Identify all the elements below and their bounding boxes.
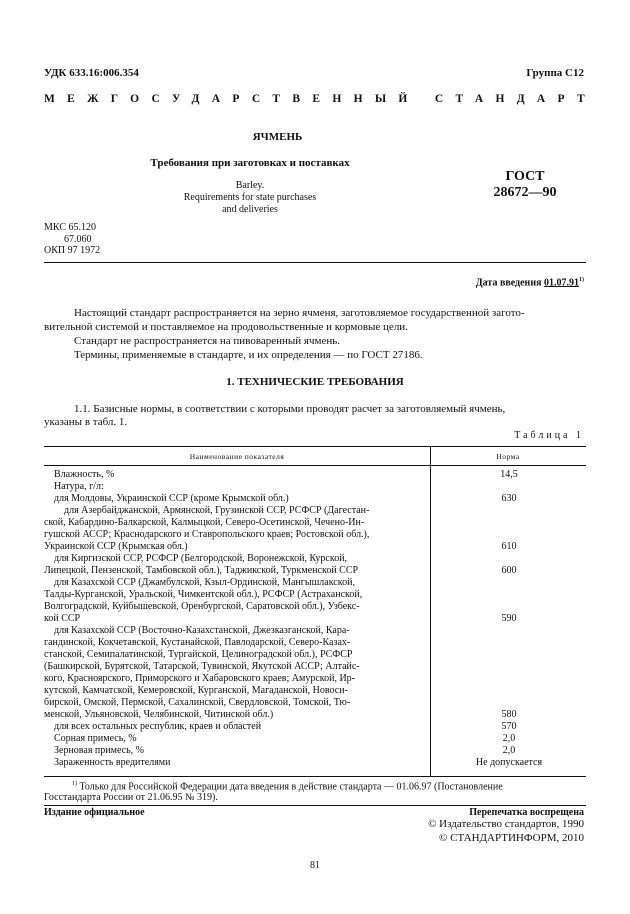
table-row <box>44 469 584 481</box>
table-row <box>44 553 584 565</box>
table-row <box>44 577 584 589</box>
table-header-border <box>44 465 586 466</box>
english-title-line-1: Barley. <box>235 180 265 191</box>
table-top-border <box>44 446 586 447</box>
header-divider <box>44 262 586 263</box>
intro-paragraph-1-line-2: вительной системой и поставляемое на продовольственные и кормовые цели. <box>44 321 408 333</box>
table-row <box>44 697 584 709</box>
table-cell-name: Волгоградской, Куйбышевской, Оренбургской, Саратовской обл.), Узбекс- <box>44 601 360 612</box>
standard-banner: МЕЖГОСУДАРСТВЕННЫЙ СТАНДАРТ <box>44 93 597 105</box>
table-cell-value: 2,0 <box>502 733 516 744</box>
table-row <box>44 481 584 493</box>
table-row <box>44 685 584 697</box>
table-cell-name: Липецкой, Пензенской, Тамбовской обл.), Таджикской, Туркменской ССР <box>44 565 359 576</box>
section-heading: 1. ТЕХНИЧЕСКИЕ ТРЕБОВАНИЯ <box>226 376 404 388</box>
table-cell-name: для Казахской ССР (Джамбулской, Кзыл-Ординской, Мангышлакской, <box>44 577 355 588</box>
table-cell-name: Влажность, % <box>44 469 115 480</box>
table-row <box>44 541 584 553</box>
group-code: Группа С12 <box>526 67 584 79</box>
english-title-line-3: and deliveries <box>222 204 278 215</box>
table-cell-name: Сорная примесь, % <box>44 733 137 744</box>
table-cell-name: Талды-Курганской, Уральской, Чимкентской обл.), РСФСР (Астраханской, <box>44 589 363 600</box>
edition-label: Издание официальное <box>44 807 145 818</box>
table-cell-name: Украинской ССР (Крымская обл.) <box>44 541 188 552</box>
clause-1-1-line-1: 1.1. Базисные нормы, в соответствии с которыми проводят расчет за заготовляемый ячмень, <box>74 403 506 415</box>
table-cell-name: бирской, Омской, Пермской, Сахалинской, Свердловской, Томской, Тю- <box>44 697 351 708</box>
intro-date-label: Дата введения <box>475 277 542 289</box>
table-row <box>44 649 584 661</box>
table-cell-value: 14,5 <box>500 469 518 480</box>
table-bottom-border <box>44 776 586 777</box>
table-cell-name: (Башкирской, Бурятской, Татарской, Тувинской, Якутской АССР; Алтайс- <box>44 661 360 672</box>
table-row <box>44 757 584 769</box>
table-cell-value: 590 <box>501 613 517 624</box>
intro-paragraph-3: Термины, применяемые в стандарте, и их определения — по ГОСТ 27186. <box>74 349 423 361</box>
table-row <box>44 745 584 757</box>
table-cell-name: для всех остальных республик, краев и областей <box>44 721 262 732</box>
table-row <box>44 673 584 685</box>
table-cell-name: кутской, Камчатской, Кемеровской, Курганской, Магаданской, Новоси- <box>44 685 348 696</box>
table-row <box>44 613 584 625</box>
table-cell-name: станской, Семипалатинской, Тургайской, Целиноградской обл.), РСФСР <box>44 649 353 660</box>
table-cell-value: 570 <box>501 721 517 732</box>
table-cell-name: Натура, г/л: <box>44 481 104 492</box>
table-row <box>44 661 584 673</box>
table-row <box>44 733 584 745</box>
table-row <box>44 565 584 577</box>
table-row <box>44 529 584 541</box>
copyright-1: © Издательство стандартов, 1990 <box>428 818 584 830</box>
mks-code-1: МКС 65.120 <box>44 222 96 233</box>
table-cell-name: Зерновая примесь, % <box>44 745 144 756</box>
table-cell-value: 630 <box>501 493 517 504</box>
table-row <box>44 493 584 505</box>
intro-date-value: 01.07.91 <box>544 277 579 289</box>
clause-1-1-line-2: указаны в табл. 1. <box>44 416 128 428</box>
table-cell-name: для Киргизской ССР, РСФСР (Белгородской, Воронежской, Курской, <box>44 553 348 564</box>
footnote-mark: 1) <box>72 781 77 787</box>
table-row <box>44 589 584 601</box>
table-cell-value: 610 <box>501 541 517 552</box>
intro-paragraph-1-line-1: Настоящий стандарт распространяется на зерно ячменя, заготовляемое государственной загото- <box>74 307 525 319</box>
table-cell-value: 580 <box>501 709 517 720</box>
table-cell-name: для Молдовы, Украинской ССР (кроме Крымской обл.) <box>44 493 289 504</box>
table-cell-name: для Азербайджанской, Армянской, Грузинской ССР, РСФСР (Дагестан- <box>44 505 370 516</box>
intro-paragraph-2: Стандарт не распространяется на пивоваренный ячмень. <box>74 335 341 347</box>
table-row <box>44 505 584 517</box>
copyright-2: © СТАНДАРТИНФОРМ, 2010 <box>439 832 584 844</box>
table-cell-value: 2,0 <box>502 745 516 756</box>
page-number: 81 <box>310 860 320 871</box>
table-header-norm: Норма <box>496 452 520 461</box>
footnote-text-1: Только для Российской Федерации дата введения в действие стандарта — 01.06.97 (Постановление <box>79 781 503 793</box>
table-row <box>44 721 584 733</box>
table-cell-name: кого, Красноярского, Приморского и Хабаровского краев; Амурской, Ир- <box>44 673 356 684</box>
table-cell-name: ской, Кабардино-Балкарской, Калмыцкой, Северо-Осетинской, Чечено-Ин- <box>44 517 365 528</box>
table-row <box>44 637 584 649</box>
table-cell-name: кой ССР <box>44 613 81 624</box>
table-cell-name: Зараженность вредителями <box>44 757 171 768</box>
table-cell-value: Не допускается <box>475 757 543 768</box>
footer-divider <box>44 805 586 806</box>
table-row <box>44 625 584 637</box>
table-header-name: Наименование показателя <box>189 452 285 461</box>
table-row <box>44 601 584 613</box>
mks-code-2: 67.060 <box>64 234 92 245</box>
footnote-line-2: Госстандарта России от 21.06.95 № 319). <box>44 792 218 803</box>
table-row <box>44 709 584 721</box>
reprint-notice: Перепечатка воспрещена <box>469 807 584 818</box>
table-row <box>44 517 584 529</box>
table-cell-name: менской, Ульяновской, Челябинской, Читинской обл.) <box>44 709 274 720</box>
udk-code: УДК 633.16:006.354 <box>44 67 139 79</box>
table-cell-name: гушской АССР; Краснодарского и Ставропольского краев; Ростовской обл.), <box>44 529 370 540</box>
table-cell-value: 600 <box>501 565 517 576</box>
table-caption: Таблица 1 <box>514 430 584 441</box>
gost-label: ГОСТ <box>505 169 545 184</box>
okp-code: ОКП 97 1972 <box>44 245 101 256</box>
intro-date <box>476 274 584 289</box>
document-subtitle: Требования при заготовках и поставках <box>150 157 350 169</box>
gost-number: 28672—90 <box>493 185 557 200</box>
document-title: ЯЧМЕНЬ <box>252 131 303 143</box>
english-title-line-2: Requirements for state purchases <box>183 192 317 203</box>
table-cell-name: для Казахской ССР (Восточно-Казахстанской, Джезказганской, Кара- <box>44 625 350 636</box>
footnote-reference: 1) <box>579 277 584 283</box>
table-cell-name: гандинской, Кокчетавской, Кустанайской, Павлодарской, Северо-Казах- <box>44 637 351 648</box>
